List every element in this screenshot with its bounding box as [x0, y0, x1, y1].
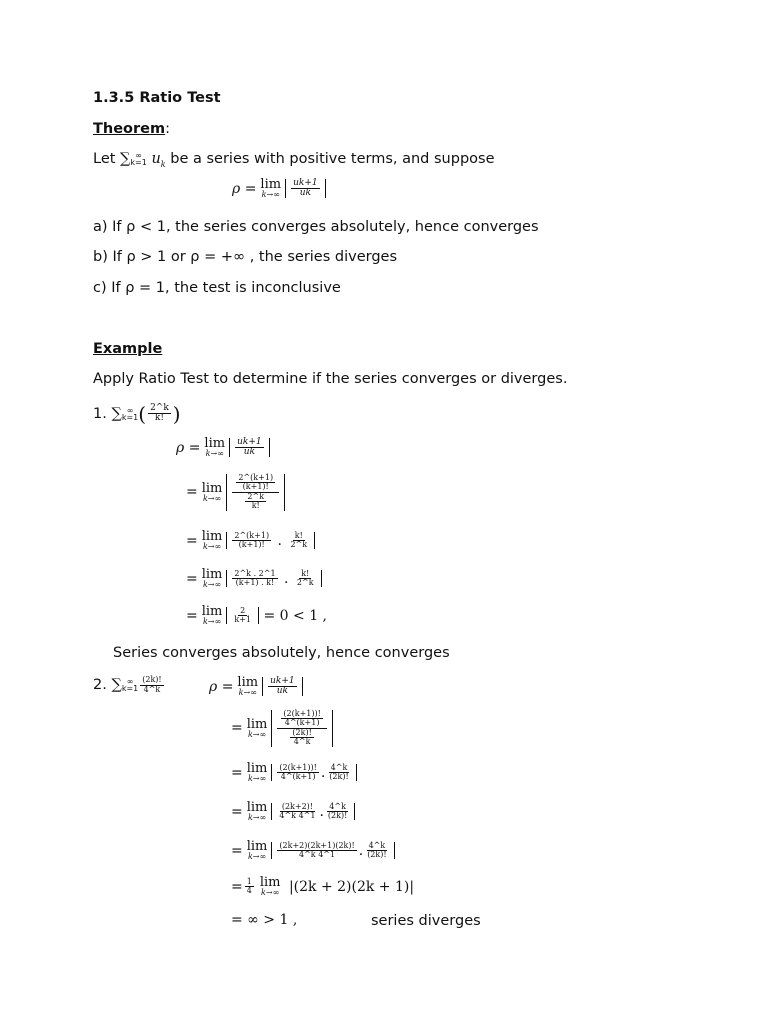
ex1-s5-result: = 0 < 1 ,: [263, 607, 328, 624]
theorem-label: Theorem: [93, 121, 166, 137]
ex2-s1-den: uk: [276, 686, 288, 696]
ex1-lim3-sub: k→∞: [202, 542, 222, 551]
ex1-step-4: = lim k→∞ $\frac{2\^{}k . 2\^{}1}{(k+1) . k!}$ . $\frac{k!}{2\^{}k}$: [186, 568, 322, 589]
ex2-s1-num: uk+1: [270, 675, 295, 686]
ex1-step-3: = lim k→∞ $\frac{2\^{}(k+1)}{(k+1)!}$ . $\frac{k!}{2\^{}k}$: [186, 530, 315, 551]
example-1-series: 1. ∑ ∞ k=1 ( $\frac{2\^{}k}{k!}$ ): [93, 401, 181, 426]
instruction-text: Apply Ratio Test to determine if the series converges or diverges.: [93, 371, 568, 387]
ex2-term-num: (2k)!: [142, 675, 162, 685]
ex1-s3-an: 2^(k+1): [234, 530, 270, 540]
ex2-conclusion: series diverges: [371, 913, 481, 929]
ex1-lim5-sub: k→∞: [202, 617, 222, 626]
ex1-s3-ad: (k+1)!: [238, 540, 265, 549]
ex2-rho: ρ: [209, 678, 218, 695]
theorem-heading: [93, 120, 170, 138]
ex2-s6-cd: 4: [246, 886, 252, 895]
ex2-s3-bd: (2k)!: [329, 772, 349, 781]
ex1-lim2-text: lim: [201, 480, 223, 496]
ex1-conclusion: Series converges absolutely, hence converges: [113, 645, 450, 661]
ex1-s1-den: uk: [243, 447, 255, 457]
ex2-s6-expr: |(2k + 2)(2k + 1)|: [288, 878, 415, 895]
ex1-s4-bd: 2^k: [296, 578, 314, 587]
ex1-eq1: =: [188, 439, 201, 456]
ex2-lim6-sub: k→∞: [261, 888, 280, 897]
ex1-s2-nn: 2^(k+1): [238, 473, 274, 482]
ex1-number: 1.: [93, 405, 107, 422]
lim-sub: k→∞: [261, 190, 280, 199]
rho-symbol: ρ: [232, 180, 241, 197]
theorem-statement: [93, 150, 495, 174]
ratio-fraction: [291, 179, 320, 199]
ex2-sigma: ∑: [111, 677, 122, 693]
ex1-s4-an: 2^k . 2^1: [234, 568, 276, 578]
ex1-rho: ρ: [176, 439, 185, 456]
ex1-term-den: k!: [154, 413, 164, 424]
u-subscript: k: [160, 159, 166, 169]
ex2-lim3-sub: k→∞: [247, 774, 267, 783]
ex1-eq3: =: [186, 532, 198, 549]
ex2-s5-bn: 4^k: [368, 840, 386, 850]
ex2-lim5-sub: k→∞: [247, 852, 267, 861]
ex2-lim3-text: lim: [246, 761, 268, 776]
ex2-number: 2.: [93, 677, 107, 693]
frac-num: uk+1: [293, 177, 318, 188]
ex2-lim1-text: lim: [237, 675, 259, 690]
ex1-s2-dd: k!: [251, 501, 260, 511]
ex1-lim4-sub: k→∞: [202, 580, 222, 589]
ex2-eq5: =: [231, 842, 243, 859]
ex2-s5-ad: 4^k 4^1: [299, 850, 336, 859]
ex2-s4-ad: 4^k 4^1: [279, 811, 316, 820]
ex1-s4-ad: (k+1) . k!: [235, 578, 275, 587]
ex2-s2-nn: (2(k+1))!: [283, 709, 321, 718]
ex2-lim6-text: lim: [259, 875, 281, 890]
ex2-step-3: = lim k→∞ $\frac{(2(k+1))!}{4\^{}(k+1)}$ . $\frac{4\^{}k}{(2k)!}$: [231, 762, 357, 783]
ex2-eq2: =: [231, 720, 243, 737]
ex1-s3-bd: 2^k: [290, 540, 308, 549]
ex2-s4-an: (2k+2)!: [281, 801, 314, 811]
equals-sign: =: [244, 180, 257, 197]
ex1-s3-bn: k!: [294, 530, 303, 540]
ex2-s6-cn: 1: [246, 876, 252, 886]
ex1-sigma: ∑: [111, 405, 122, 422]
ex1-eq5: =: [186, 607, 198, 624]
ex2-s5-bd: (2k)!: [367, 850, 387, 859]
ex2-step-6: [231, 876, 414, 897]
ex1-lim4-text: lim: [201, 567, 223, 582]
ex2-s4-bn: 4^k: [329, 801, 346, 811]
ex2-eq6: =: [231, 878, 243, 895]
ex1-s4-bn: k!: [301, 568, 310, 578]
ex2-s3-ad: 4^(k+1): [280, 772, 316, 781]
ex2-lim1-sub: k→∞: [238, 688, 257, 697]
theorem-colon: :: [165, 121, 170, 137]
ex2-lim4-text: lim: [246, 800, 268, 815]
ex1-step-1: [176, 437, 270, 458]
ex2-term-den: 4^k: [143, 684, 161, 694]
ex1-lim3-text: lim: [201, 529, 223, 544]
sigma-symbol: ∑: [120, 151, 131, 167]
lim-text: lim: [260, 177, 282, 192]
ex1-s5-den: k+1: [234, 615, 252, 624]
limit: [260, 178, 281, 199]
case-a: a) If ρ < 1, the series converges absolutely, hence converges: [93, 219, 539, 235]
ex1-s2-dn: 2^k: [247, 491, 265, 501]
ex2-step-5: = lim k→∞ $\frac{(2k+2)(2k+1)(2k)!}{4\^{}k 4\^{}1}$ . $\frac{4\^{}k}{(2k)!}$: [231, 840, 395, 861]
ex1-term: [148, 404, 171, 424]
ex1-sum-lower: k=1: [121, 412, 139, 422]
ex2-step-1: [209, 676, 303, 697]
ex2-sum-lower: k=1: [121, 684, 139, 693]
sum-upper: ∞: [135, 150, 142, 160]
ex1-s1-num: uk+1: [237, 436, 262, 447]
ex1-lim1-text: lim: [204, 436, 226, 451]
ex1-sum-upper: ∞: [126, 405, 134, 415]
ex1-eq2: =: [186, 484, 198, 501]
section-title: 1.3.5 Ratio Test: [93, 90, 221, 106]
ex1-lim5-text: lim: [201, 604, 223, 619]
frac-den: uk: [299, 188, 311, 198]
ex1-step-2: [186, 474, 285, 511]
ex2-eq4: =: [231, 803, 243, 820]
ex2-sum-upper: ∞: [126, 676, 134, 686]
rho-definition: [232, 178, 326, 199]
ex1-s2-nd: (k+1)!: [242, 482, 269, 492]
ex2-s4-bd: (2k)!: [327, 811, 348, 820]
ex1-lim2-sub: k→∞: [202, 493, 222, 503]
ex2-step-2: [231, 710, 333, 747]
ex2-step-7: = ∞ > 1 ,: [231, 912, 298, 928]
ex2-s2-dn: (2k)!: [292, 727, 312, 737]
example-label: Example: [93, 341, 163, 357]
ex2-lim2-text: lim: [246, 716, 268, 732]
ex1-step-5: [186, 605, 327, 626]
case-b: b) If ρ > 1 or ρ = +∞ , the series diverges: [93, 249, 398, 265]
series-text: be a series with positive terms, and suppose: [170, 151, 495, 167]
ex1-term-num: 2^k: [150, 403, 169, 413]
let-text: Let: [93, 151, 116, 167]
ex2-s2-dd: 4^k: [293, 737, 311, 747]
ex2-s5-an: (2k+2)(2k+1)(2k)!: [279, 840, 355, 850]
ex2-s3-an: (2(k+1))!: [279, 762, 317, 772]
ex2-s3-bn: 4^k: [330, 762, 348, 772]
ex1-eq4: =: [186, 570, 198, 587]
ex2-step-4: = lim k→∞ $\frac{(2k+2)!}{4\^{}k 4\^{}1}$ . $\frac{4\^{}k}{(2k)!}$: [231, 801, 355, 822]
sum-lower: k=1: [130, 158, 147, 167]
u-symbol: u: [151, 151, 161, 167]
example-2-series: [93, 676, 166, 694]
ex1-lim1: [204, 437, 225, 458]
ex1-s5-num: 2: [240, 605, 246, 615]
ex2-s2-nd: 4^(k+1): [284, 718, 320, 728]
case-c: c) If ρ = 1, the test is inconclusive: [93, 280, 341, 296]
ex2-lim4-sub: k→∞: [247, 813, 267, 822]
ex2-lim2-sub: k→∞: [247, 729, 267, 739]
abs-ratio: [285, 179, 326, 199]
ex2-lim5-text: lim: [246, 839, 268, 854]
ex2-eq3: =: [231, 764, 243, 781]
ex2-eq1: =: [221, 678, 234, 695]
ex1-lim1-sub: k→∞: [205, 449, 224, 458]
